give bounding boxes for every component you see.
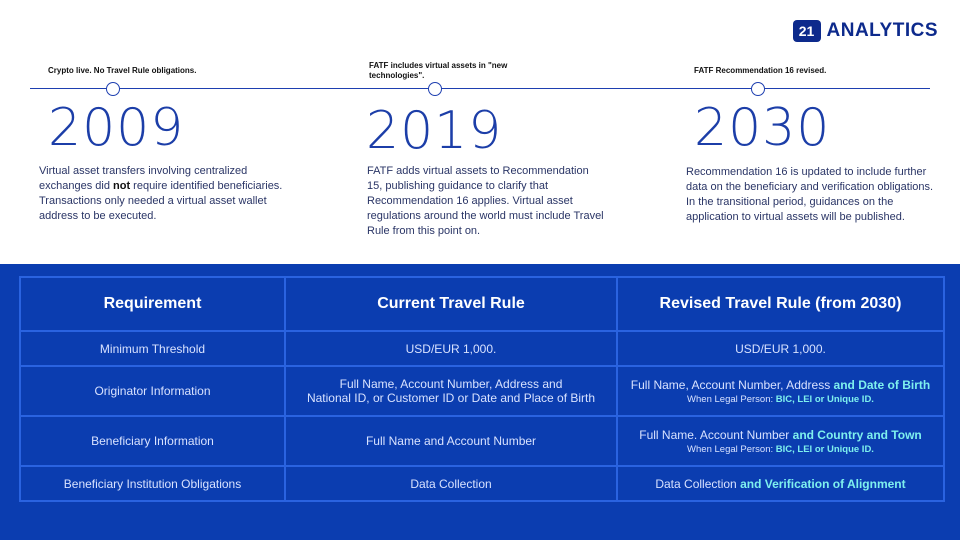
header-requirement: Requirement <box>20 277 285 331</box>
year-2030: 2030 <box>694 98 831 158</box>
cell-req: Originator Information <box>20 366 285 416</box>
desc-2009-bold: not <box>113 180 131 192</box>
logo-text: ANALYTICS <box>826 20 938 41</box>
cell-revised <box>617 416 944 466</box>
desc-2030 <box>686 165 936 225</box>
timeline-section <box>0 0 960 264</box>
event-2030: FATF Recommendation 16 revised. <box>694 66 827 75</box>
desc-2030-line2: In the transitional period, guidances on the application to virtual assets will be published. <box>686 196 905 223</box>
table-header-row <box>20 277 944 331</box>
cell-revised: USD/EUR 1,000. <box>617 331 944 366</box>
event-2009: Crypto live. No Travel Rule obligations. <box>48 66 197 75</box>
cell-revised-highlight: and Verification of Alignment <box>740 476 906 491</box>
cell-revised-sub-highlight: BIC, LEI or Unique ID. <box>775 393 874 405</box>
year-2009: 2009 <box>48 98 185 158</box>
cell-current <box>285 366 617 416</box>
header-current: Current Travel Rule <box>285 277 617 331</box>
header-revised: Revised Travel Rule (from 2030) <box>617 277 944 331</box>
desc-2009-part3: Transactions only needed a virtual asset wallet address to be executed. <box>39 195 267 222</box>
cell-req: Minimum Threshold <box>20 331 285 366</box>
table-row <box>20 366 944 416</box>
cell-revised-main: Data Collection <box>655 476 741 491</box>
cell-revised-highlight: and Country and Town <box>792 427 922 442</box>
cell-revised <box>617 466 944 501</box>
logo-badge: 21 <box>793 20 821 42</box>
cell-revised-sub <box>622 394 939 405</box>
cell-revised-sub-label: When Legal Person: <box>687 443 776 455</box>
cell-revised <box>617 366 944 416</box>
cell-revised-highlight: and Date of Birth <box>833 377 931 392</box>
cell-current: Data Collection <box>285 466 617 501</box>
cell-current-line2: National ID, or Customer ID or Date and Place of Birth <box>306 391 596 405</box>
cell-revised-main: Full Name, Account Number, Address <box>630 377 834 392</box>
cell-req: Beneficiary Institution Obligations <box>20 466 285 501</box>
desc-2009 <box>39 164 284 224</box>
table-row <box>20 416 944 466</box>
company-logo <box>793 20 938 42</box>
cell-current-line1: Full Name, Account Number, Address and <box>339 377 563 391</box>
desc-2030-line1: Recommendation 16 is updated to include further data on the beneficiary and verification obligations. <box>686 166 934 193</box>
desc-2009-part1: Virtual asset transfers involving centralized exchanges did <box>39 165 248 192</box>
timeline-dot-2009 <box>106 82 120 96</box>
year-2019: 2019 <box>366 101 503 161</box>
travel-rule-table <box>19 276 945 502</box>
desc-2009-part2: require identified beneficiaries. <box>130 180 283 192</box>
cell-current: USD/EUR 1,000. <box>285 331 617 366</box>
event-2019: FATF includes virtual assets in "new technologies". <box>369 61 508 80</box>
cell-revised-sub-label: When Legal Person: <box>687 393 776 405</box>
timeline-line <box>30 88 930 89</box>
timeline-dot-2019 <box>428 82 442 96</box>
table-row <box>20 331 944 366</box>
cell-revised-sub-highlight: BIC, LEI or Unique ID. <box>775 443 874 455</box>
cell-current: Full Name and Account Number <box>285 416 617 466</box>
table-row <box>20 466 944 501</box>
timeline-dot-2030 <box>751 82 765 96</box>
desc-2019: FATF adds virtual assets to Recommendation 15, publishing guidance to clarify that Recommendation 16 applies. Virtual asset regulations around the world must include Travel Rule from this point on. <box>367 165 604 237</box>
cell-revised-main: Full Name. Account Number <box>639 427 793 442</box>
cell-revised-sub <box>622 444 939 455</box>
cell-req: Beneficiary Information <box>20 416 285 466</box>
